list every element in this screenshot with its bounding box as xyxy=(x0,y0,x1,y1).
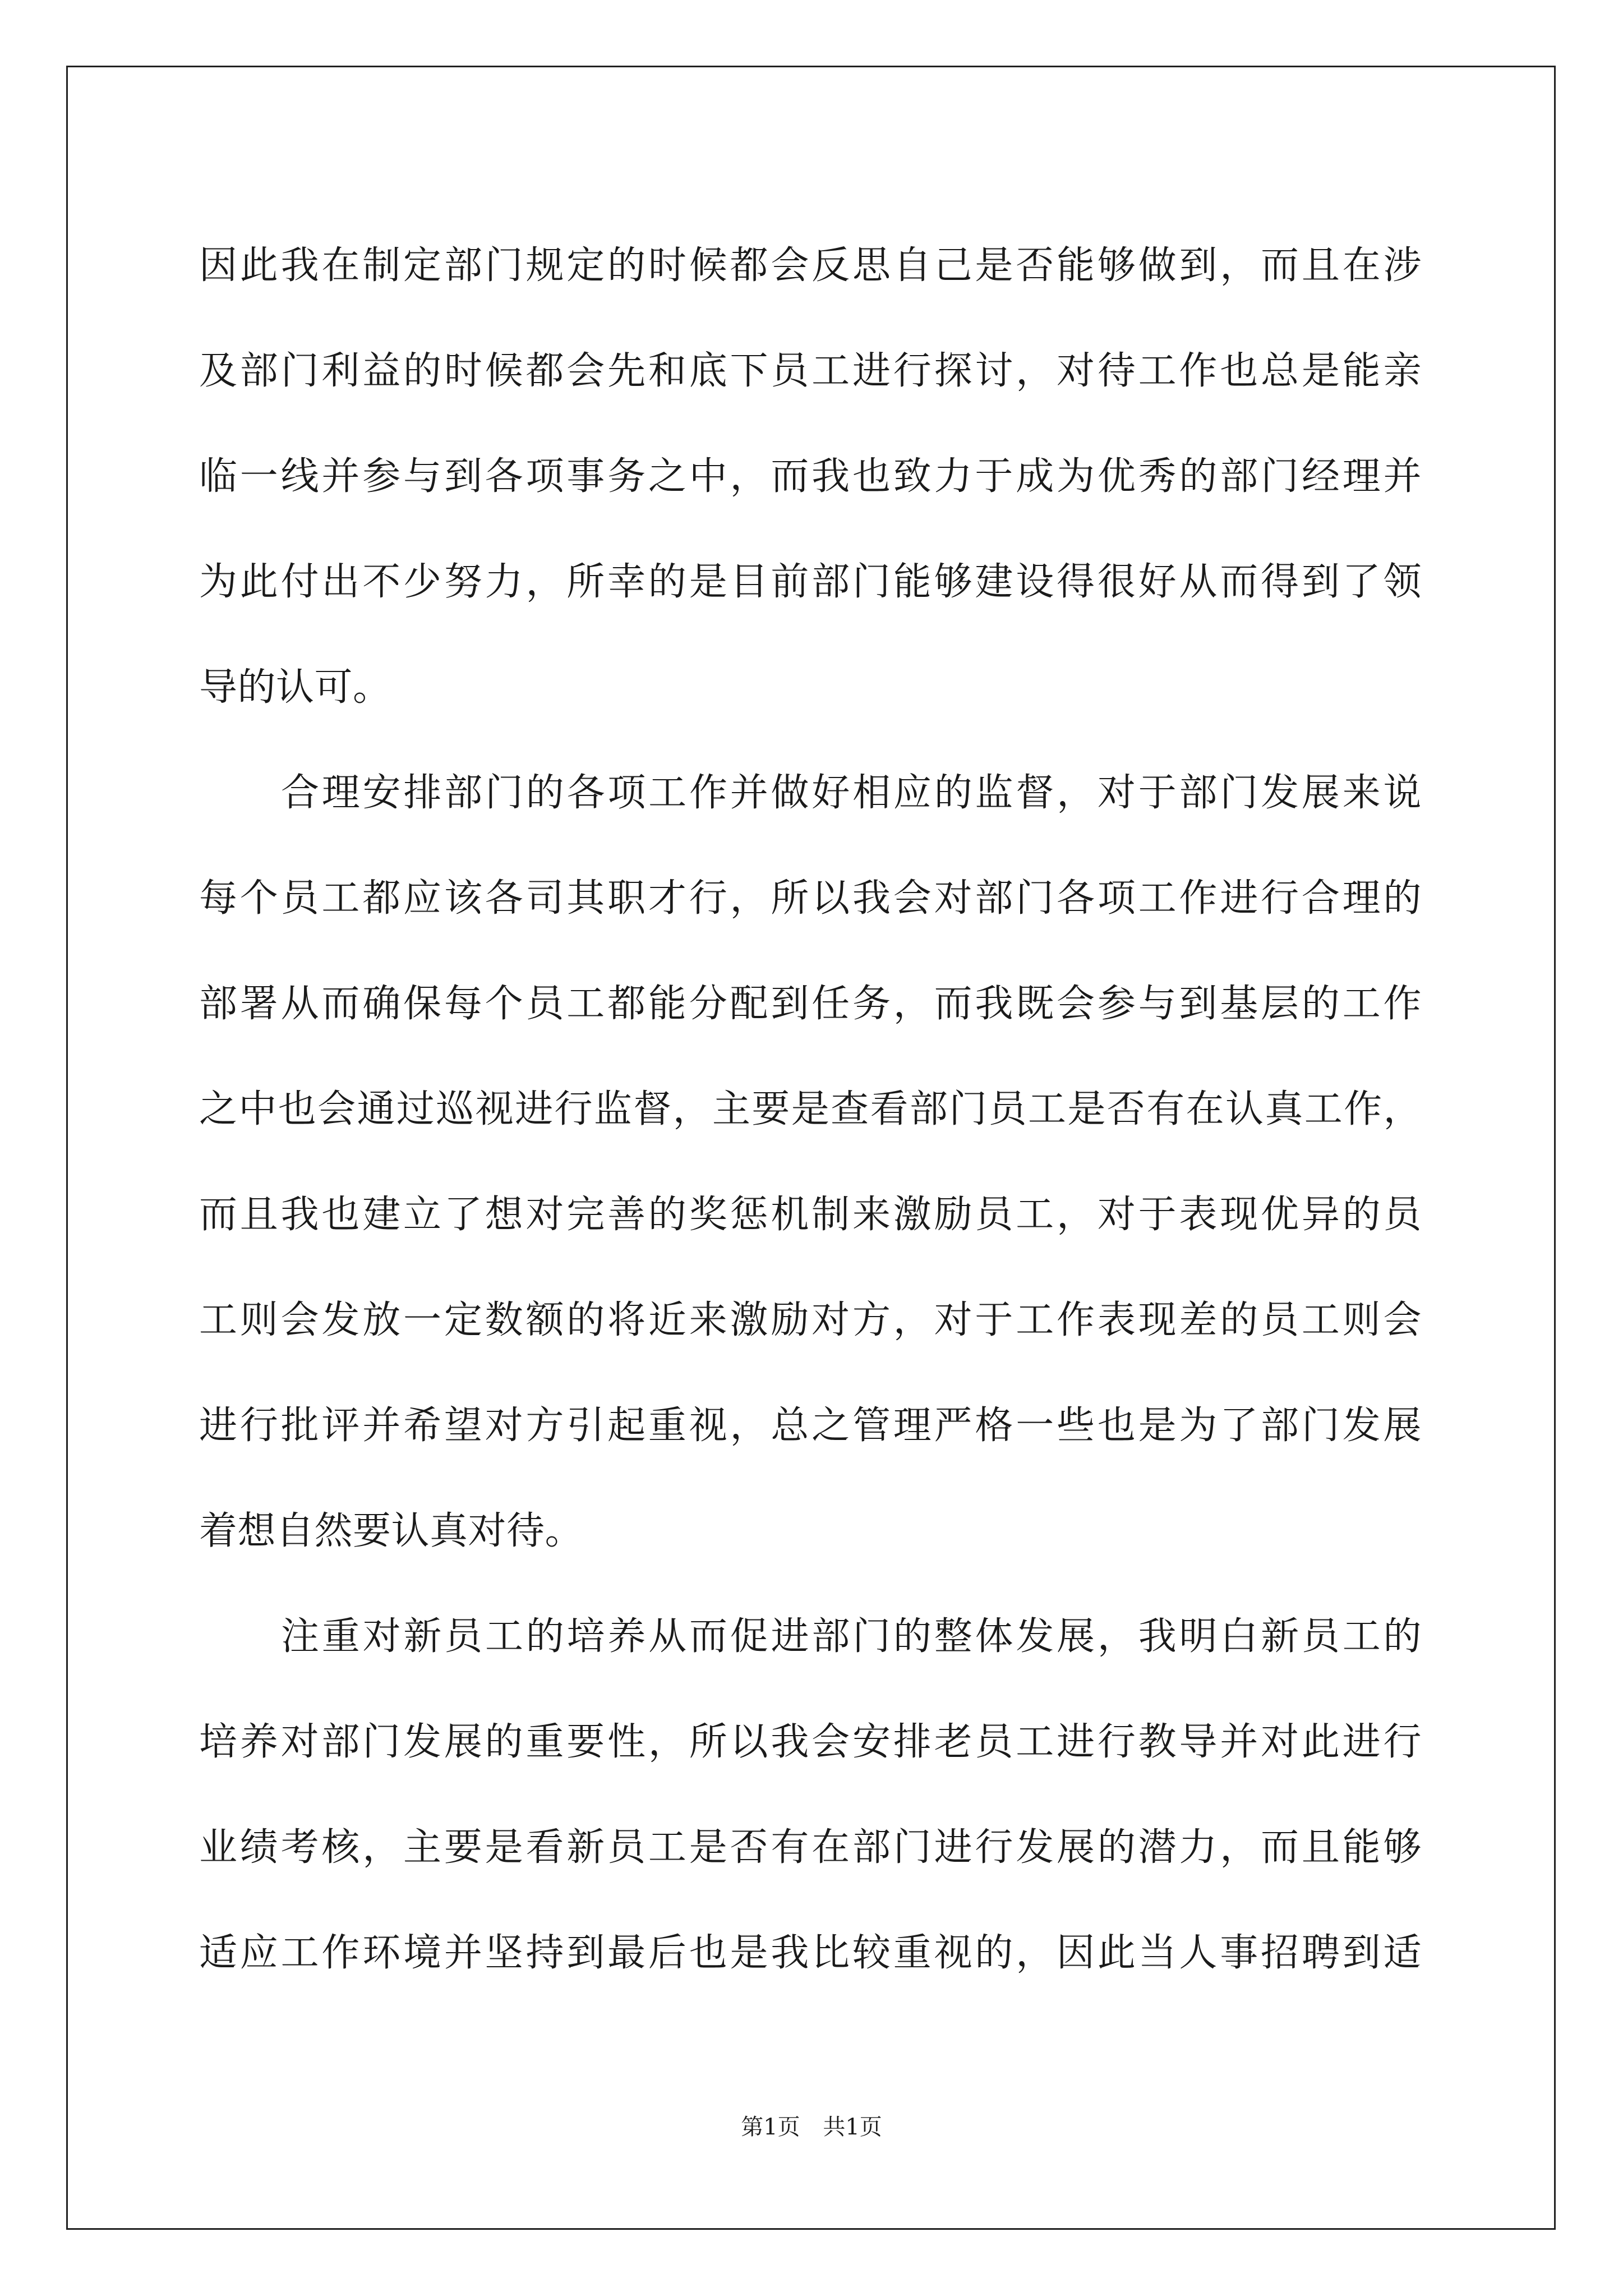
paragraph-3-line-2: 培养对部门发展的重要性，所以我会安排老员工进行教导并对此进行 xyxy=(199,1720,1422,1764)
page-number: 第1页 xyxy=(741,2114,800,2140)
document-body xyxy=(199,213,1422,2006)
paragraph-2-line-1: 合理安排部门的各项工作并做好相应的监督，对于部门发展来说 xyxy=(281,771,1422,815)
paragraph-1-line-4: 为此付出不少努力，所幸的是目前部门能够建设得很好从而得到了领 xyxy=(199,560,1422,604)
paragraph-1-line-1: 因此我在制定部门规定的时候都会反思自己是否能够做到，而且在涉 xyxy=(199,243,1422,288)
paragraph-2-line-5: 而且我也建立了想对完善的奖惩机制来激励员工，对于表现优异的员 xyxy=(199,1193,1422,1237)
paragraph-2-line-6: 工则会发放一定数额的将近来激励对方，对于工作表现差的员工则会 xyxy=(199,1298,1422,1342)
page-footer xyxy=(0,2109,1623,2141)
paragraph-3-line-3: 业绩考核，主要是看新员工是否有在部门进行发展的潜力，而且能够 xyxy=(199,1825,1422,1870)
paragraph-3-line-4: 适应工作环境并坚持到最后也是我比较重视的，因此当人事招聘到适 xyxy=(199,1931,1422,1975)
paragraph-3-line-1: 注重对新员工的培养从而促进部门的整体发展，我明白新员工的 xyxy=(281,1614,1422,1659)
page-total: 共1页 xyxy=(823,2114,882,2140)
paragraph-2-line-8: 着想自然要认真对待。 xyxy=(199,1509,584,1553)
paragraph-2-line-3: 部署从而确保每个员工都能分配到任务，而我既会参与到基层的工作 xyxy=(199,982,1422,1026)
paragraph-2-line-7: 进行批评并希望对方引起重视，总之管理严格一些也是为了部门发展 xyxy=(199,1404,1422,1448)
paragraph-1-line-2: 及部门利益的时候都会先和底下员工进行探讨，对待工作也总是能亲 xyxy=(199,349,1422,393)
paragraph-2-line-4: 之中也会通过巡视进行监督，主要是查看部门员工是否有在认真工作， xyxy=(199,1087,1422,1131)
paragraph-2-line-2: 每个员工都应该各司其职才行，所以我会对部门各项工作进行合理的 xyxy=(199,876,1422,921)
paragraph-1-line-3: 临一线并参与到各项事务之中，而我也致力于成为优秀的部门经理并 xyxy=(199,454,1422,499)
paragraph-1-line-5: 导的认可。 xyxy=(199,665,391,710)
